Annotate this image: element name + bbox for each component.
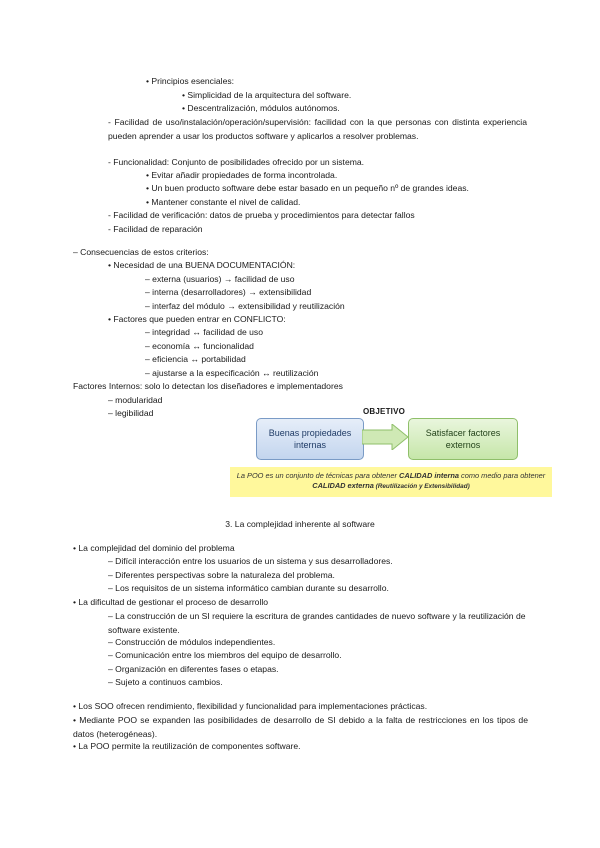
diagram-box-external (408, 418, 518, 460)
note-bold-external: CALIDAD externa (312, 481, 374, 490)
item-modularidad: – modularidad (108, 395, 163, 405)
bullet-conflicto: • Factores que pueden entrar en CONFLICTO: (108, 314, 286, 324)
note-mid: como medio para obtener (458, 471, 546, 480)
conflict-especificacion: – ajustarse a la especificación ↔ reutilización (145, 368, 319, 378)
note-bold-internal: CALIDAD interna (399, 471, 459, 480)
diagram-objetivo-label: OBJETIVO (363, 407, 406, 416)
conflict-integridad: – integridad ↔ facilidad de uso (145, 327, 264, 337)
item-funcionalidad: - Funcionalidad: Conjunto de posibilidades ofrecido por un sistema. (108, 157, 365, 167)
bullet-descentralizacion: • Descentralización, módulos autónomos. (182, 103, 340, 113)
bullet-evitar: • Evitar añadir propiedades de forma incontrolada. (146, 170, 338, 180)
item-verificacion: - Facilidad de verificación: datos de prueba y procedimientos para detectar fallos (108, 210, 415, 220)
consecuencias-heading: – Consecuencias de estos criterios: (73, 247, 209, 257)
bullet-dificultad-gestion: • La dificultad de gestionar el proceso de desarrollo (73, 597, 269, 607)
bullet-poo-reutilizacion: • La POO permite la reutilización de componentes software. (73, 741, 301, 751)
bullet-poo-expande: • Mediante POO se expanden las posibilidades de desarrollo de SI debido a la falta de restricciones en los tipos de datos (heterogéneas). (73, 715, 528, 739)
bullet-buen-producto: • Un buen producto software debe estar basado en un pequeño nº de grandes ideas. (146, 183, 469, 193)
factores-internos: Factores Internos: solo lo detectan los diseñadores e implementadores (73, 381, 343, 391)
bullet-mantener: • Mantener constante el nivel de calidad. (146, 197, 301, 207)
item-construccion-si: – La construcción de un SI requiere la escritura de grandes cantidades de nuevo software y la reutilización de software existente. (108, 611, 526, 635)
doc-interfaz: – interfaz del módulo → extensibilidad y reutilización (145, 301, 345, 311)
item-interaccion: – Difícil interacción entre los usuarios de un sistema y sus desarrolladores. (108, 556, 393, 566)
conflict-eficiencia: – eficiencia ↔ portabilidad (145, 354, 246, 364)
doc-externa: – externa (usuarios) → facilidad de uso (145, 274, 295, 284)
note-pre: La POO es un conjunto de técnicas para obtener (236, 471, 400, 480)
bullet-complejidad-dominio: • La complejidad del dominio del problema (73, 543, 235, 553)
diagram-box-internal (256, 418, 364, 460)
item-modulos: – Construcción de módulos independientes. (108, 637, 276, 647)
item-organizacion: – Organización en diferentes fases o etapas. (108, 664, 279, 674)
item-reparacion: - Facilidad de reparación (108, 224, 203, 234)
bullet-soo: • Los SOO ofrecen rendimiento, flexibilidad y funcionalidad para implementaciones prácticas. (73, 701, 428, 711)
bullet-simplicidad: • Simplicidad de la arquitectura del software. (182, 90, 352, 100)
diagram-box-external-label: Satisfacer factores externos (425, 428, 501, 450)
bullet-documentacion: • Necesidad de una BUENA DOCUMENTACIÓN: (108, 260, 296, 270)
item-cambios: – Sujeto a continuos cambios. (108, 677, 223, 687)
item-facilidad-uso: - Facilidad de uso/instalación/operación/supervisión: facilidad con la que personas con distinta experiencia pueden aprender a usar los productos software y aplicarlos a resolver problemas. (108, 117, 527, 141)
diagram-note (230, 467, 552, 497)
section-heading: 3. La complejidad inherente al software (225, 519, 375, 529)
note-small: (Reutilización y Extensibilidad) (373, 483, 470, 490)
conflict-economia: – economía ↔ funcionalidad (145, 341, 254, 351)
doc-interna: – interna (desarrolladores) → extensibilidad (145, 287, 312, 297)
item-comunicacion: – Comunicación entre los miembros del equipo de desarrollo. (108, 650, 342, 660)
item-requisitos: – Los requisitos de un sistema informático cambian durante su desarrollo. (108, 583, 389, 593)
item-perspectivas: – Diferentes perspectivas sobre la naturaleza del problema. (108, 570, 335, 580)
item-legibilidad: – legibilidad (108, 408, 154, 418)
diagram-box-internal-label: Buenas propiedades internas (268, 428, 352, 450)
bullet-principios: • Principios esenciales: (146, 76, 235, 86)
diagram-arrow-icon (362, 424, 408, 450)
